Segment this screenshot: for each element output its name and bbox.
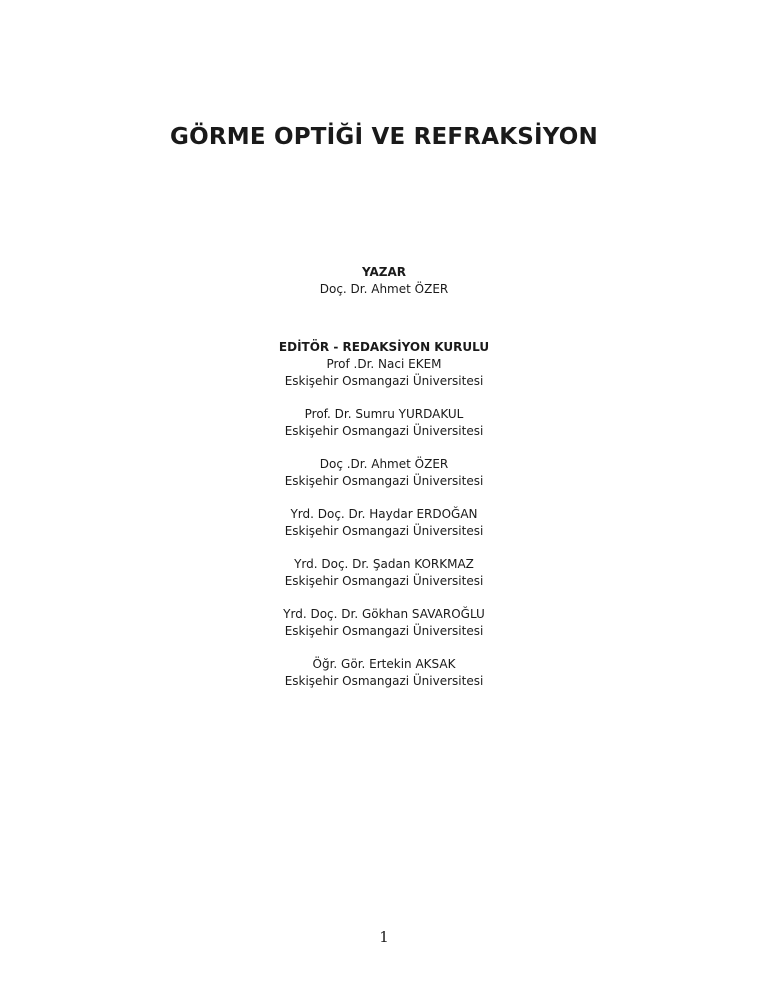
editor-section	[0, 339, 768, 690]
author-name: Doç. Dr. Ahmet ÖZER	[319, 282, 449, 296]
member-name: Yrd. Doç. Dr. Gökhan SAVAROĞLU	[283, 607, 485, 621]
member-affiliation: Eskişehir Osmangazi Üniversitesi	[284, 424, 484, 438]
member-name: Öğr. Gör. Ertekin AKSAK	[312, 657, 456, 671]
member-affiliation: Eskişehir Osmangazi Üniversitesi	[284, 374, 484, 388]
editor-heading: EDİTÖR - REDAKSİYON KURULU	[278, 340, 490, 354]
page-title: GÖRME OPTİĞİ VE REFRAKSİYON	[170, 124, 598, 150]
editor-member	[0, 656, 768, 690]
author-section	[0, 264, 768, 298]
member-affiliation: Eskişehir Osmangazi Üniversitesi	[284, 624, 484, 638]
editor-member	[0, 456, 768, 490]
member-affiliation: Eskişehir Osmangazi Üniversitesi	[284, 474, 484, 488]
editor-member	[0, 506, 768, 540]
member-affiliation: Eskişehir Osmangazi Üniversitesi	[284, 674, 484, 688]
member-affiliation: Eskişehir Osmangazi Üniversitesi	[284, 524, 484, 538]
editor-member	[0, 606, 768, 640]
member-name: Prof .Dr. Naci EKEM	[326, 357, 442, 371]
member-name: Prof. Dr. Sumru YURDAKUL	[304, 407, 464, 421]
member-name: Yrd. Doç. Dr. Şadan KORKMAZ	[294, 557, 474, 571]
member-name: Doç .Dr. Ahmet ÖZER	[319, 457, 449, 471]
author-heading: YAZAR	[361, 265, 407, 279]
editor-member	[0, 406, 768, 440]
member-name: Yrd. Doç. Dr. Haydar ERDOĞAN	[290, 507, 478, 521]
editor-member	[0, 356, 768, 390]
editor-member	[0, 556, 768, 590]
member-affiliation: Eskişehir Osmangazi Üniversitesi	[284, 574, 484, 588]
page-number: 1	[379, 928, 389, 946]
